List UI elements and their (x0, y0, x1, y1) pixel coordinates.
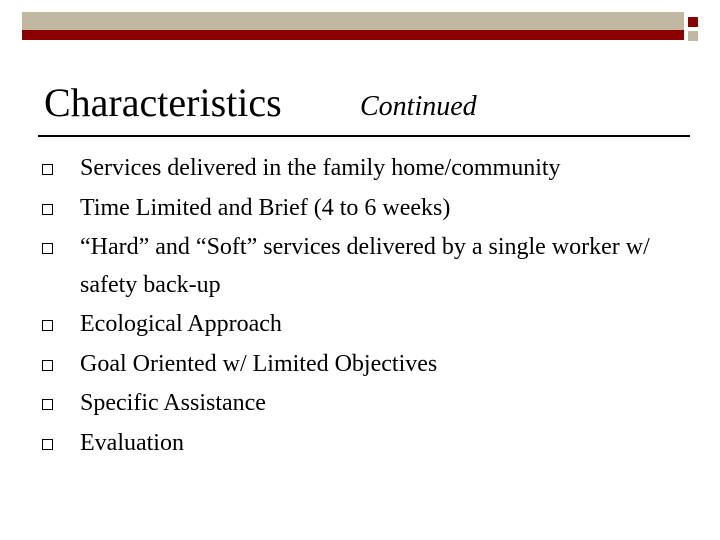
hollow-square-bullet-icon (42, 399, 53, 410)
slide-title: Characteristics (44, 80, 282, 125)
list-item (40, 346, 680, 384)
hollow-square-bullet-icon (42, 439, 53, 450)
bullet-text: Goal Oriented w/ Limited Objectives (80, 350, 438, 377)
corner-square-accent (688, 17, 698, 27)
list-item (40, 150, 680, 188)
bullet-text: “Hard” and “Soft” services delivered by a single worker w/ safety back-up (80, 234, 650, 298)
slide-subtitle: Continued (360, 91, 477, 122)
bullet-text: Specific Assistance (80, 390, 266, 416)
list-item (40, 229, 680, 304)
hollow-square-bullet-icon (42, 204, 53, 215)
list-item (40, 425, 680, 463)
bullet-list (40, 150, 680, 464)
hollow-square-bullet-icon (42, 320, 53, 331)
list-item (40, 385, 680, 423)
bullet-text: Ecological Approach (80, 311, 282, 337)
list-item (40, 306, 680, 344)
bullet-text: Time Limited and Brief (4 to 6 weeks) (80, 194, 451, 221)
top-accent-stripe (22, 30, 684, 40)
bullet-text: Evaluation (80, 429, 184, 456)
title-row (44, 80, 684, 130)
hollow-square-bullet-icon (42, 243, 53, 254)
corner-square-band (688, 31, 698, 41)
bullet-text: Services delivered in the family home/community (80, 155, 561, 181)
list-item (40, 190, 680, 228)
title-divider (38, 135, 690, 137)
hollow-square-bullet-icon (42, 164, 53, 175)
hollow-square-bullet-icon (42, 360, 53, 371)
